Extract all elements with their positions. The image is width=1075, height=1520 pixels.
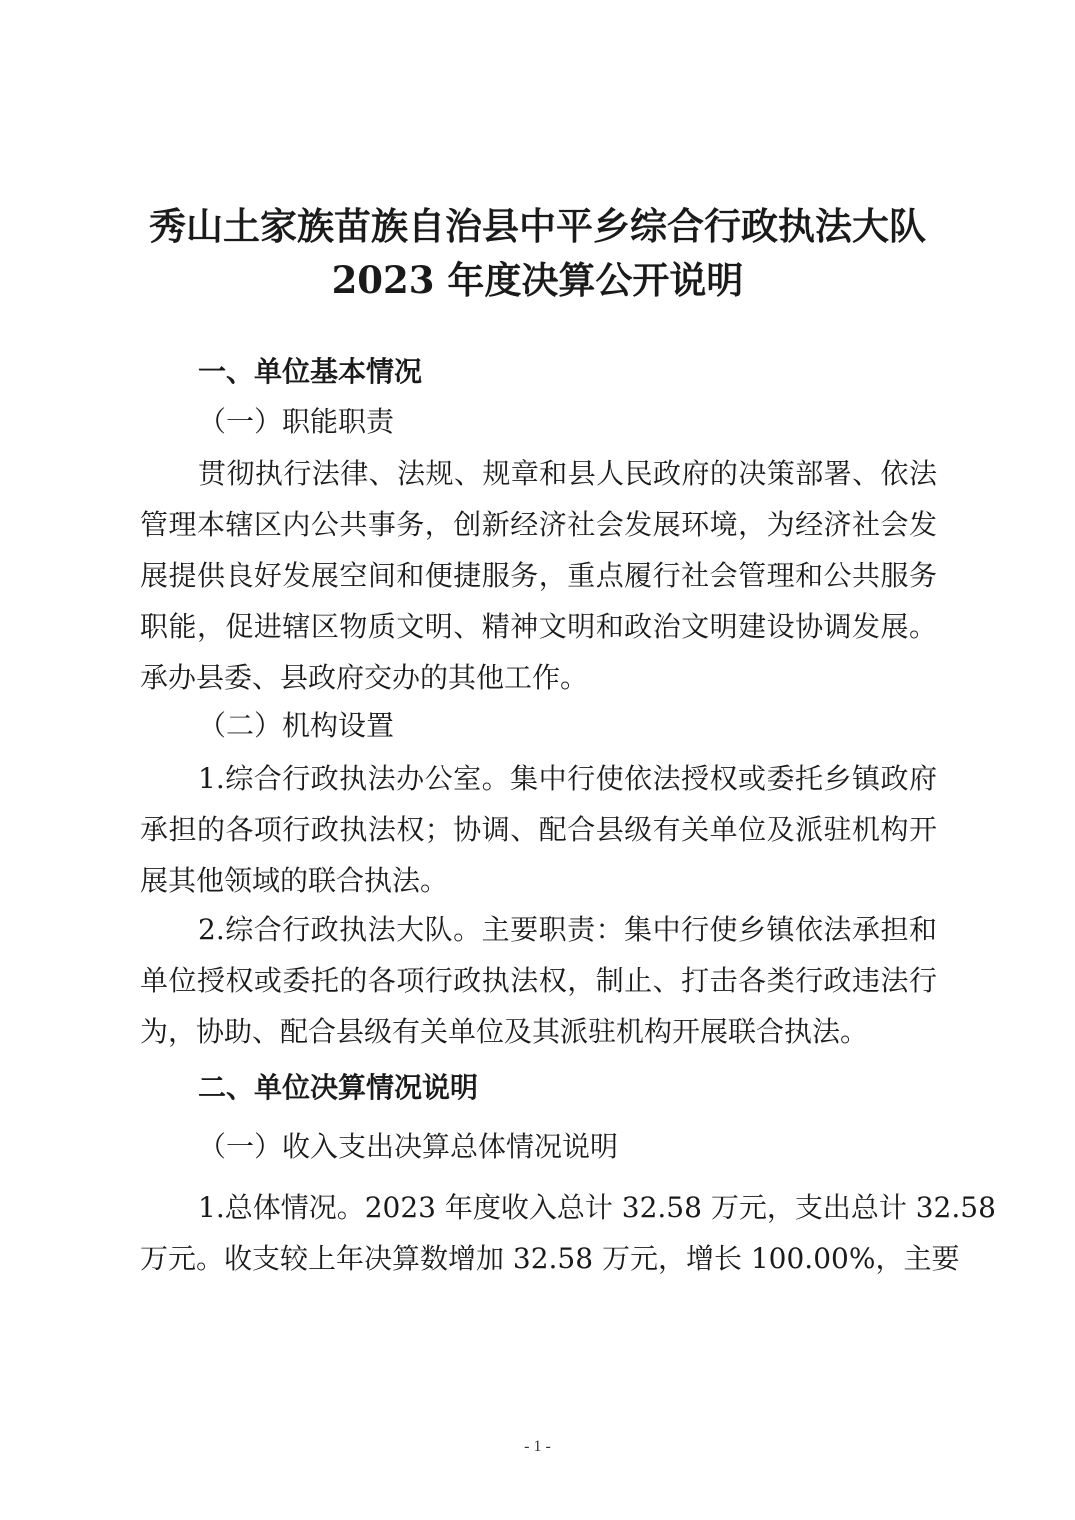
paragraph-line: 2.综合行政执法大队。主要职责：集中行使乡镇依法承担和 [198,913,937,946]
section-heading-1: 一、单位基本情况 [198,355,423,388]
paragraph-line: 职能，促进辖区物质文明、精神文明和政治文明建设协调发展。 [140,610,937,643]
document-title-line2: 2023 年度决算公开说明 [331,258,744,302]
paragraph-line: 管理本辖区内公共事务，创新经济社会发展环境，为经济社会发 [140,508,937,541]
paragraph-line: 承办县委、县政府交办的其他工作。 [140,661,589,694]
paragraph-line: 承担的各项行政执法权；协调、配合县级有关单位及派驻机构开 [140,813,937,846]
paragraph-line: 1.综合行政执法办公室。集中行使依法授权或委托乡镇政府 [198,762,937,795]
paragraph-line: 展其他领域的联合执法。 [140,864,449,897]
paragraph-line: 贯彻执行法律、法规、规章和县人民政府的决策部署、依法 [198,457,937,490]
paragraph-line: 为，协助、配合县级有关单位及其派驻机构开展联合执法。 [140,1015,869,1048]
paragraph-line: 万元。收支较上年决算数增加 32.58 万元，增长 100.00%，主要 [140,1242,960,1275]
subsection-heading-revenue: （一）收入支出决算总体情况说明 [198,1130,619,1163]
paragraph-line: 1.总体情况。2023 年度收入总计 32.58 万元，支出总计 32.58 [198,1191,996,1224]
section-heading-2: 二、单位决算情况说明 [198,1071,479,1104]
page-number: - 1 - [524,1438,551,1455]
paragraph-line: 展提供良好发展空间和便捷服务，重点履行社会管理和公共服务 [140,559,937,592]
document-title-line1: 秀山土家族苗族自治县中平乡综合行政执法大队 [149,204,926,248]
subsection-heading-organization: （二）机构设置 [198,709,395,742]
paragraph-line: 单位授权或委托的各项行政执法权，制止、打击各类行政违法行 [140,964,937,997]
subsection-heading-duties: （一）职能职责 [198,405,395,438]
